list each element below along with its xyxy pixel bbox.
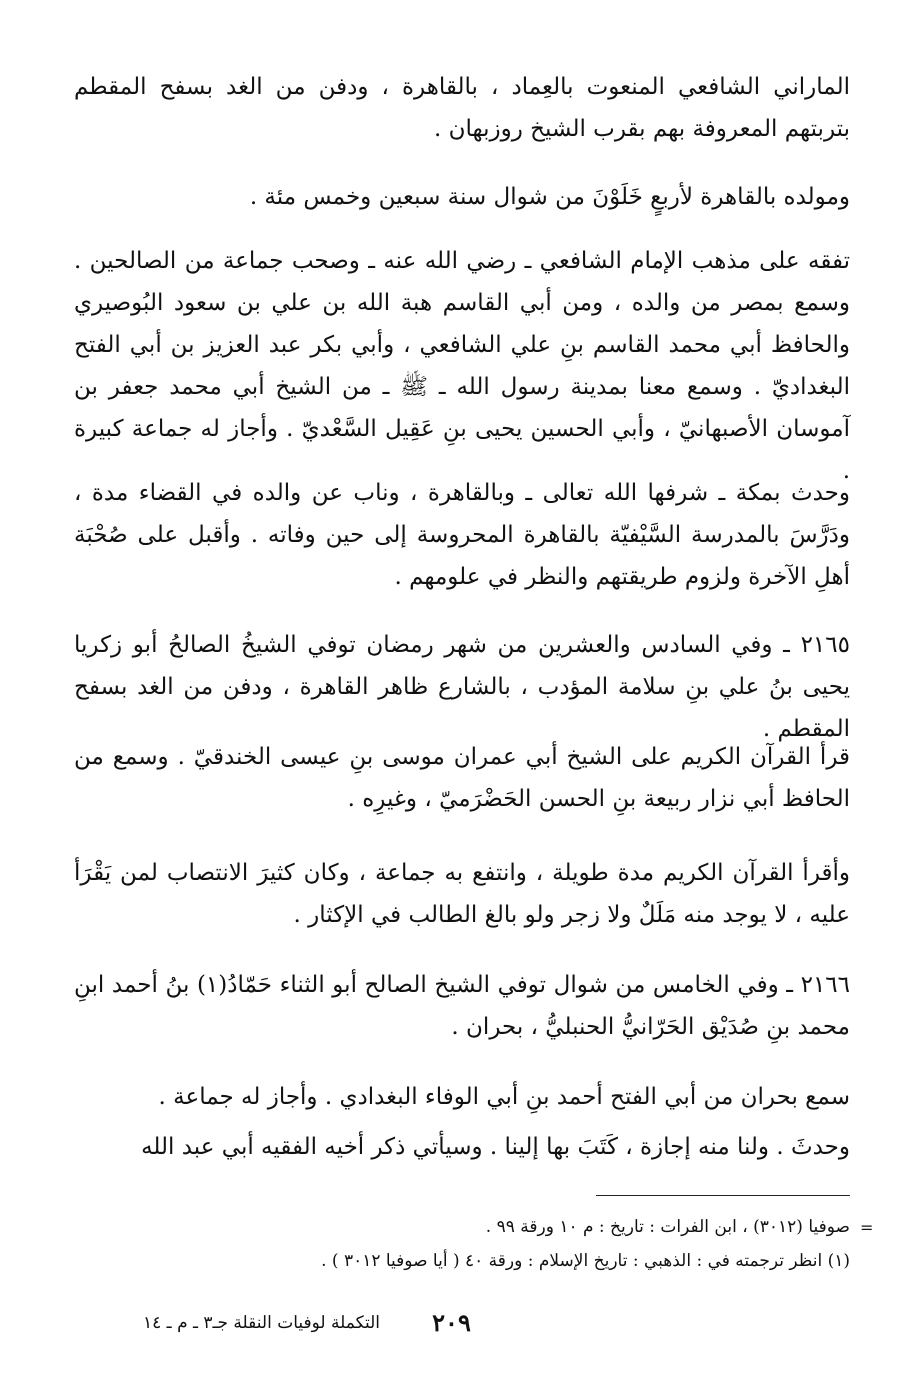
paragraph-6: قرأ القرآن الكريم على الشيخ أبي عمران موسى بنِ عيسى الخندقيّ . وسمع من الحافظ أبي نزار ربيعة بنِ الحسن الحَضْرَميّ ، وغيرِه .	[74, 744, 850, 812]
footnote-continuation-mark: =	[860, 1218, 874, 1237]
footnote-continuation: صوفيا (٣٠١٢) ، ابن الفرات : تاريخ : م ١٠ ورقة ٩٩ .	[485, 1217, 850, 1237]
footnote-1: (١) انظر ترجمته في : الذهبي : تاريخ الإسلام : ورقة ٤٠ ( أيا صوفيا ٣٠١٢ ) .	[321, 1251, 850, 1271]
running-title: التكملة لوفيات النقلة جـ٣ ـ م ـ ١٤	[143, 1313, 380, 1333]
paragraph-1: الماراني الشافعي المنعوت بالعِماد ، بالقاهرة ، ودفن من الغد بسفح المقطم بتربتهم المعروفة بهم بقرب الشيخ روزبهان .	[74, 74, 850, 142]
paragraph-9: سمع بحران من أبي الفتح أحمد بنِ أبي الوفاء البغدادي . وأجاز له جماعة .	[158, 1084, 850, 1110]
paragraph-7: وأقرأ القرآن الكريم مدة طويلة ، وانتفع به جماعة ، وكان كثيرَ الانتصاب لمن يَقْرَأ عليه ، لا يوجد منه مَلَلٌ ولا زجر ولو بالغ الطالب في الإكثار .	[74, 860, 850, 928]
paragraph-3: تفقه على مذهب الإمام الشافعي ـ رضي الله عنه ـ وصحب جماعة من الصالحين . وسمع بمصر من والده ، ومن أبي القاسم هبة الله بن علي بن سعود البُوصيري والحافظ أبي محمد القاسم بنِ علي الشافعي ، وأبي بكر عبد العزيز بن أبي الفتح البغداديّ . وسمع معنا بمدينة رسول الله ـ ﷺ ـ من الشيخ أبي محمد جعفر بن آموسان الأصبهانيّ ، وأبي الحسين يحيى بنِ عَقِيل السَّعْديّ . وأجاز له جماعة كبيرة .	[74, 248, 850, 484]
page-number: ٢٠٩	[432, 1308, 471, 1337]
paragraph-4: وحدث بمكة ـ شرفها الله تعالى ـ وبالقاهرة ، وناب عن والده في القضاء مدة ، ودَرَّسَ بالمدرسة السَّيْفيّة بالقاهرة المحروسة إلى حين وفاته . وأقبل على صُحْبَة أهلِ الآخرة ولزوم طريقتهم والنظر في علومهم .	[74, 480, 850, 590]
paragraph-5-entry-2165: ٢١٦٥ ـ وفي السادس والعشرين من شهر رمضان توفي الشيخُ الصالحُ أبو زكريا يحيى بنُ علي بنِ سلامة المؤدب ، بالشارع ظاهر القاهرة ، ودفن من الغد بسفح المقطم .	[74, 632, 850, 742]
footnote-divider	[596, 1195, 850, 1196]
paragraph-8-entry-2166: ٢١٦٦ ـ وفي الخامس من شوال توفي الشيخ الصالح أبو الثناء حَمّادُ(١) بنُ أحمد ابنِ محمد بنِ صُدَيْق الحَرّانيُّ الحنبليُّ ، بحران .	[74, 972, 851, 1040]
paragraph-10: وحدثَ . ولنا منه إجازة ، كَتَبَ بها إلينا . وسيأتي ذكر أخيه الفقيه أبي عبد الله	[141, 1134, 850, 1160]
paragraph-2: ومولده بالقاهرة لأربعٍ خَلَوْنَ من شوال سنة سبعين وخمس مئة .	[249, 184, 850, 210]
